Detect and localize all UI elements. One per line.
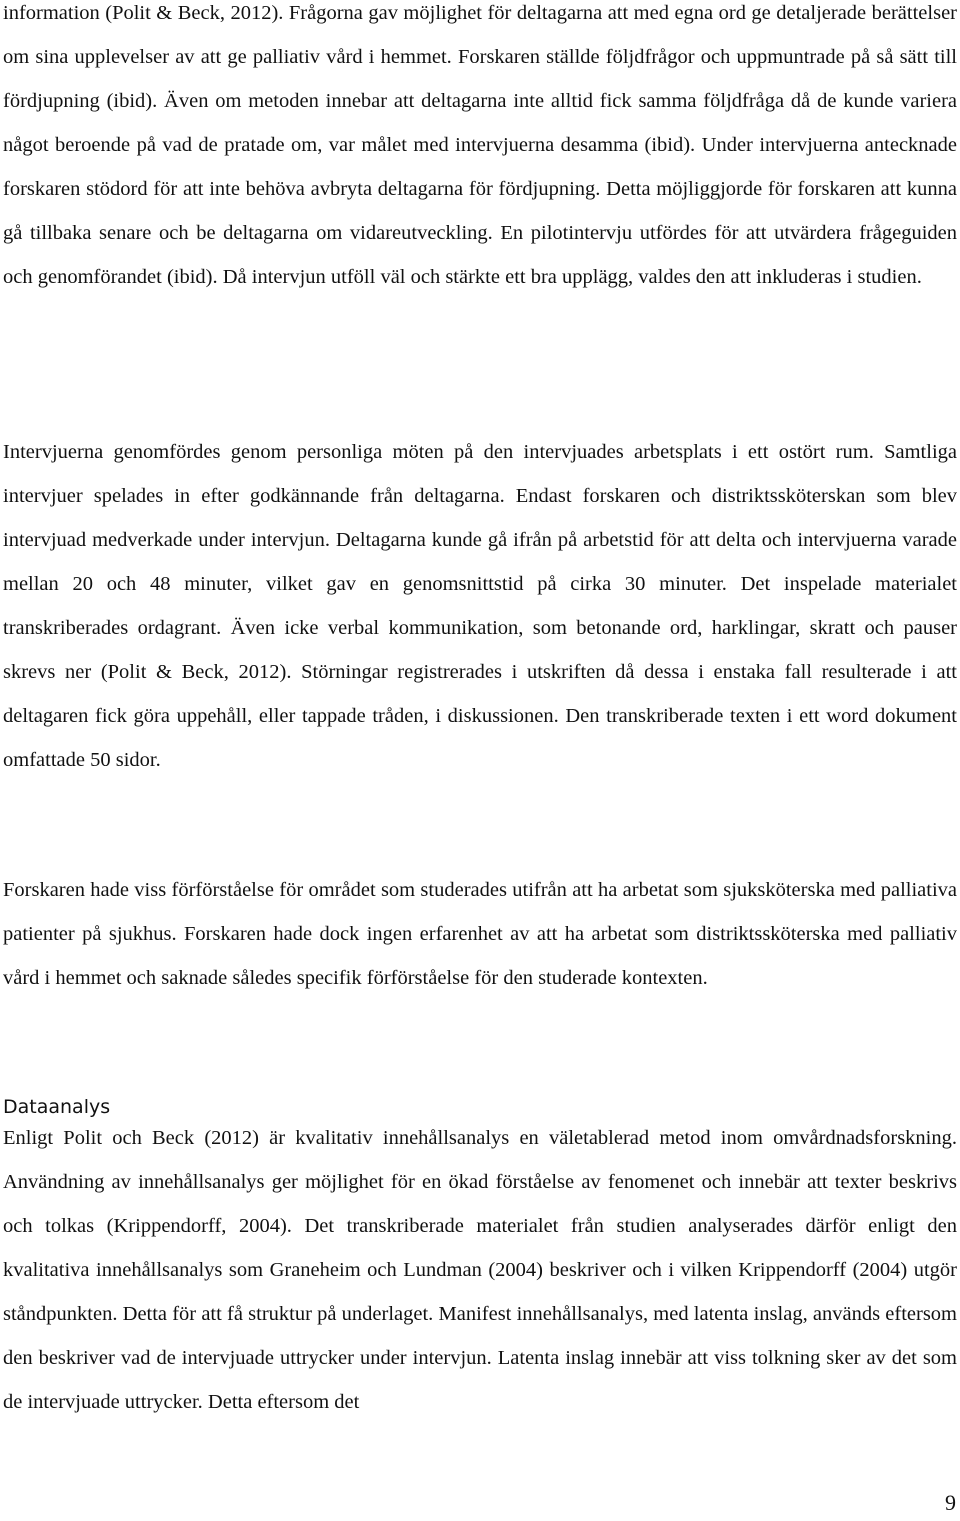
section-heading: Dataanalys (3, 1096, 111, 1118)
body-paragraph: Intervjuerna genomfördes genom personliga möten på den intervjuades arbetsplats i ett ostört rum. Samtliga intervjuer spelades in efter godkännande från deltagarna. Endast forskaren och distriktssköterskan som blev intervjuad medverkade under intervjun. Deltagarna kunde gå ifrån på arbetstid för att delta och intervjuerna varade mellan 20 och 48 minuter, vilket gav en genomsnittstid på cirka 30 minuter. Det inspelade materialet transkriberades ordagrant. Även icke verbal kommunikation, som betonande ord, harklingar, skratt och pauser skrevs ner (Polit & Beck, 2012). Störningar registrerades i utskriften då dessa i enstaka fall resulterade i att deltagaren fick göra uppehåll, eller tappade tråden, i diskussionen. Den transkriberade texten i ett word dokument omfattade 50 sidor. (3, 441, 957, 771)
body-paragraph: Enligt Polit och Beck (2012) är kvalitativ innehållsanalys en väletablerad metod inom omvårdnadsforskning. Användning av innehållsanalys ger möjlighet för en ökad förståelse av fenomenet och innebär att texter beskrivs och tolkas (Krippendorff, 2004). Det transkriberade materialet från studien analyserades därför enligt den kvalitativa innehållsanalys som Graneheim och Lundman (2004) beskriver och i vilken Krippendorff (2004) utgör ståndpunkten. Detta för att få struktur på underlaget. Manifest innehållsanalys, med latenta inslag, används eftersom den beskriver vad de intervjuade uttrycker under intervjun. Latenta inslag innebär att viss tolkning sker av det som de intervjuade uttrycker. Detta eftersom det (3, 1127, 957, 1413)
page-number: 9 (945, 1490, 956, 1515)
body-paragraph: information (Polit & Beck, 2012). Frågorna gav möjlighet för deltagarna att med egna ord ge detaljerade berättelser om sina upplevelser av att ge palliativ vård i hemmet. Forskaren ställde följdfrågor och uppmuntrade på så sätt till fördjupning (ibid). Även om metoden innebar att deltagarna inte alltid fick samma följdfråga då de kunde variera något beroende på vad de pratade om, var målet med intervjuerna desamma (ibid). Under intervjuerna antecknade forskaren stödord för att inte behöva avbryta deltagarna för fördjupning. Detta möjliggjorde för forskaren att kunna gå tillbaka senare och be deltagarna om vidareutveckling. En pilotintervju utfördes för att utvärdera frågeguiden och genomförandet (ibid). Då intervjun utföll väl och stärkte ett bra upplägg, valdes den att inkluderas i studien. (3, 2, 957, 288)
body-paragraph: Forskaren hade viss förförståelse för området som studerades utifrån att ha arbetat som sjuksköterska med palliativa patienter på sjukhus. Forskaren hade dock ingen erfarenhet av att ha arbetat som distriktssköterska med palliativ vård i hemmet och saknade således specifik förförståelse för den studerade kontexten. (3, 879, 957, 989)
